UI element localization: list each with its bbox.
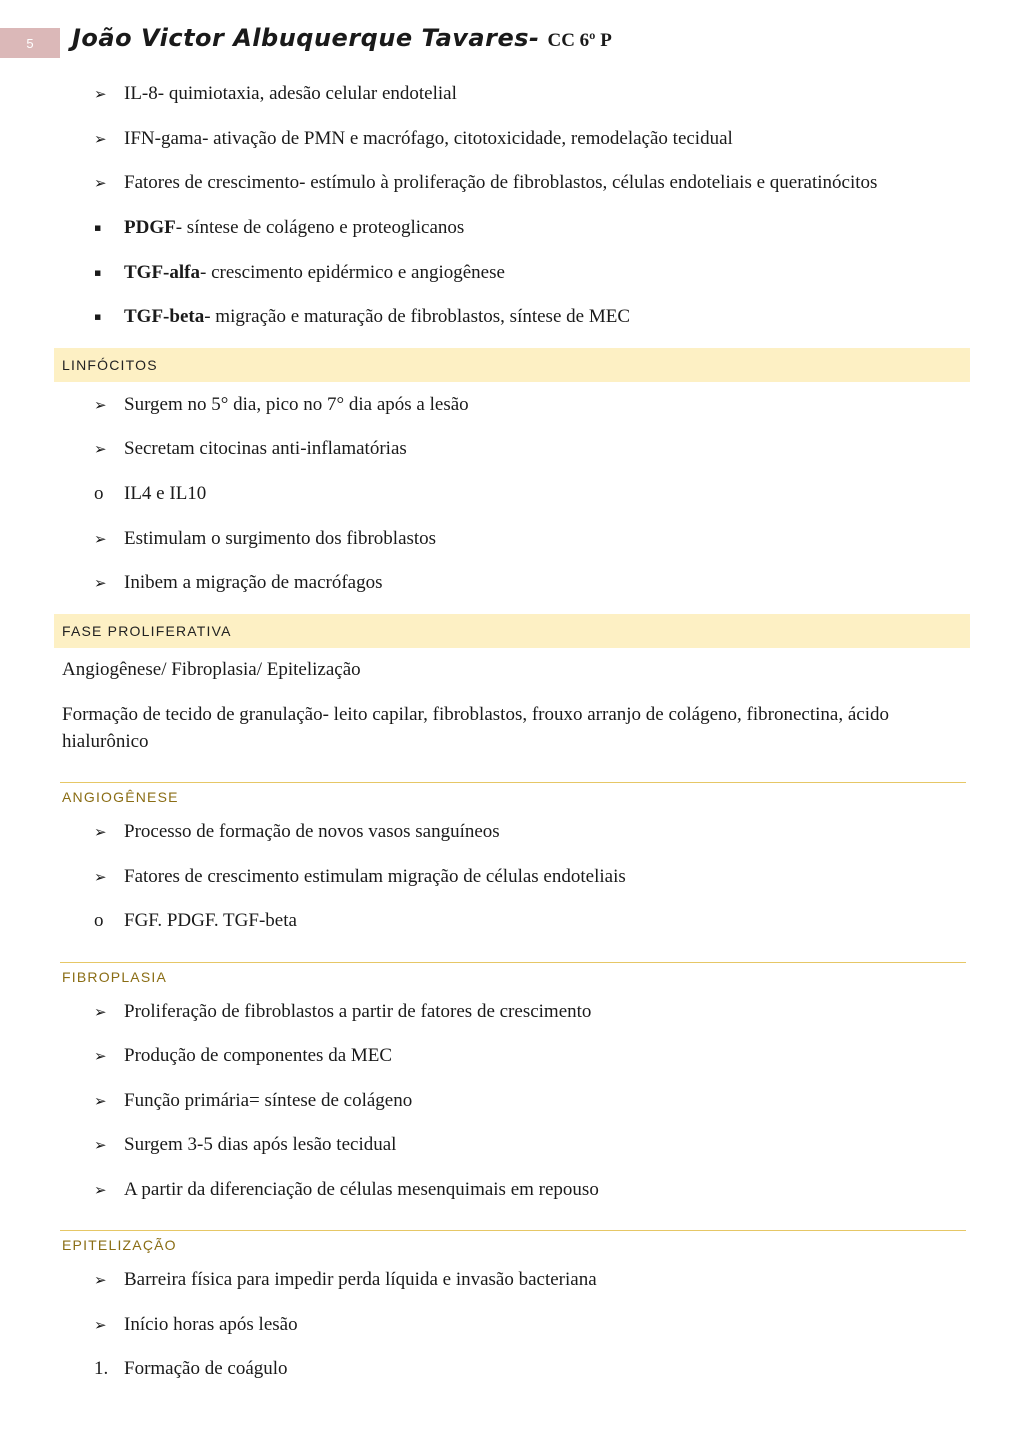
arrow-bullet-icon: ➢ — [94, 1271, 107, 1289]
divider — [60, 1230, 966, 1231]
arrow-bullet-icon: ➢ — [94, 440, 107, 458]
arrow-bullet-icon: ➢ — [94, 396, 107, 414]
list-item-text: Inibem a migração de macrófagos — [124, 572, 383, 593]
arrow-bullet-icon: ➢ — [94, 1181, 107, 1199]
list-item-text: Proliferação de fibroblastos a partir de fatores de crescimento — [124, 1001, 592, 1022]
arrow-bullet-icon: ➢ — [94, 574, 107, 592]
list-item-text: Fatores de crescimento estimulam migração de células endoteliais — [124, 866, 626, 887]
divider — [60, 962, 966, 963]
section-heading-linfocitos — [54, 348, 970, 382]
list-item-text: IL4 e IL10 — [124, 483, 207, 504]
term-description: - crescimento epidérmico e angiogênese — [200, 262, 505, 283]
square-bullet-icon: ▪ — [94, 310, 102, 323]
subheading-label: FIBROPLASIA — [62, 969, 168, 985]
paragraph: Formação de tecido de granulação- leito capilar, fibroblastos, frouxo arranjo de colágeno, fibronectina, ácido hialurônico — [62, 704, 889, 752]
section-heading-fase-proliferativa — [54, 614, 970, 648]
circle-bullet-icon: o — [94, 483, 104, 504]
section-heading-label: LINFÓCITOS — [62, 357, 158, 373]
list-item-text — [124, 305, 630, 329]
arrow-bullet-icon: ➢ — [94, 1092, 107, 1110]
list-item-text: Produção de componentes da MEC — [124, 1045, 393, 1066]
course-label: CC 6º P — [547, 30, 612, 51]
arrow-bullet-icon: ➢ — [94, 823, 107, 841]
subheading-fibroplasia — [54, 962, 966, 992]
arrow-bullet-icon: ➢ — [94, 174, 107, 192]
list-item-text: Barreira física para impedir perda líquida e invasão bacteriana — [124, 1269, 597, 1290]
subheading-label: EPITELIZAÇÃO — [62, 1237, 177, 1253]
term-description: - migração e maturação de fibroblastos, síntese de MEC — [204, 306, 630, 327]
list-item-text — [124, 216, 464, 240]
arrow-bullet-icon: ➢ — [94, 130, 107, 148]
arrow-bullet-icon: ➢ — [94, 530, 107, 548]
subheading-angiogenese — [54, 782, 966, 812]
term: PDGF — [124, 217, 176, 238]
arrow-bullet-icon: ➢ — [94, 85, 107, 103]
list-item-text: A partir da diferenciação de células mesenquimais em repouso — [124, 1179, 599, 1200]
list-item-text: Surgem no 5° dia, pico no 7° dia após a lesão — [124, 394, 469, 415]
divider — [60, 782, 966, 783]
list-item-text: Secretam citocinas anti-inflamatórias — [124, 438, 407, 459]
arrow-bullet-icon: ➢ — [94, 1316, 107, 1334]
circle-bullet-icon: o — [94, 910, 104, 931]
list-item-text: Formação de coágulo — [124, 1358, 288, 1379]
list-item-text: Início horas após lesão — [124, 1314, 298, 1335]
list-item-text — [124, 261, 505, 285]
section-heading-label: FASE PROLIFERATIVA — [62, 623, 232, 639]
square-bullet-icon: ▪ — [94, 266, 102, 279]
arrow-bullet-icon: ➢ — [94, 1136, 107, 1154]
list-number: 1. — [94, 1358, 109, 1379]
author-name: João Victor Albuquerque Tavares- — [72, 24, 540, 52]
list-item-text: Estimulam o surgimento dos fibroblastos — [124, 528, 437, 549]
term-description: - síntese de colágeno e proteoglicanos — [175, 217, 465, 238]
arrow-bullet-icon: ➢ — [94, 868, 107, 886]
list-item-text: IFN-gama- ativação de PMN e macrófago, citotoxicidade, remodelação tecidual — [124, 128, 733, 149]
subheading-epitelizacao — [54, 1230, 966, 1260]
list-item-text: Surgem 3-5 dias após lesão tecidual — [124, 1134, 397, 1155]
page-number: 5 — [0, 28, 60, 58]
term: TGF-alfa — [124, 262, 200, 283]
list-item-text: Função primária= síntese de colágeno — [124, 1090, 413, 1111]
subheading-label: ANGIOGÊNESE — [62, 789, 179, 805]
list-item-text: Processo de formação de novos vasos sanguíneos — [124, 821, 500, 842]
square-bullet-icon: ▪ — [94, 221, 102, 234]
list-item-text: FGF. PDGF. TGF-beta — [124, 910, 297, 931]
list-item-text: IL-8- quimiotaxia, adesão celular endotelial — [124, 83, 457, 104]
document-header — [72, 24, 612, 64]
paragraph: Angiogênese/ Fibroplasia/ Epitelização — [62, 659, 361, 680]
list-item-text: Fatores de crescimento- estímulo à proliferação de fibroblastos, células endoteliais e queratinócitos — [124, 172, 878, 193]
arrow-bullet-icon: ➢ — [94, 1003, 107, 1021]
arrow-bullet-icon: ➢ — [94, 1047, 107, 1065]
term: TGF-beta — [124, 306, 205, 327]
